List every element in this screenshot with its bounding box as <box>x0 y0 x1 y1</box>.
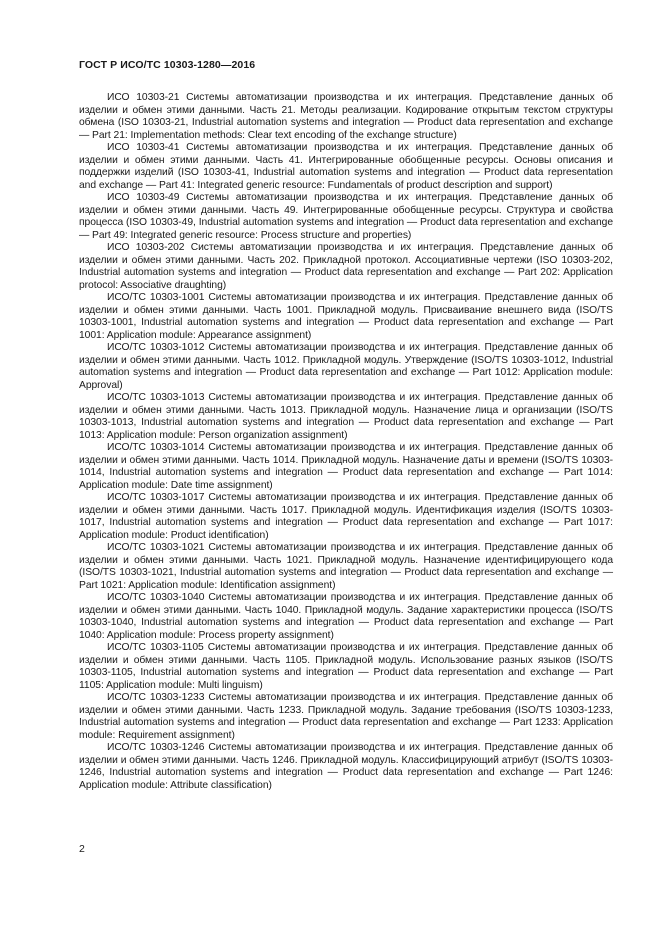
reference-iso-ts-10303-1012: ИСО/ТС 10303-1012 Системы автоматизации производства и их интеграция. Представление данных об изделии и обмен этими данными. Часть 1012. Прикладной модуль. Утверждение (ISO/TS 10303-1012, Industrial automation systems and integration — Product data representation and exchange — Part 1012: Application module: Approval) <box>79 342 613 391</box>
page-header-title: ГОСТ Р ИСО/ТС 10303-1280—2016 <box>79 59 256 71</box>
reference-iso-10303-202: ИСО 10303-202 Системы автоматизации производства и их интеграция. Представление данных об изделии и обмен этими данными. Часть 202. Прикладной протокол. Ассоциативные чертежи (ISO 10303-202, Industrial automation systems and integration — Product data representation and exchange — Part 202: Application protocol: Associative draughting) <box>79 242 613 291</box>
reference-iso-10303-49: ИСО 10303-49 Системы автоматизации производства и их интеграция. Представление данных об изделии и обмен этими данными. Часть 49. Интегрированные обобщенные ресурсы. Структура и свойства процесса (ISO 10303-49, Industrial automation systems and integration — Product data representation and exchange — Part 49: Integrated generic resource: Process structure and properties) <box>79 192 613 241</box>
page-number: 2 <box>79 843 85 855</box>
reference-iso-ts-10303-1014: ИСО/ТС 10303-1014 Системы автоматизации производства и их интеграция. Представление данных об изделии и обмен этими данными. Часть 1014. Прикладной модуль. Назначение даты и времени (ISO/TS 10303-1014, Industrial automation systems and integration — Product data representation and exchange — Part 1014: Application module: Date time assignment) <box>79 442 613 491</box>
reference-iso-ts-10303-1001: ИСО/ТС 10303-1001 Системы автоматизации производства и их интеграция. Представление данных об изделии и обмен этими данными. Часть 1001. Прикладной модуль. Присваивание внешнего вида (ISO/TS 10303-1001, Industrial automation systems and integration — Product data representation and exchange — Part 1001: Application module: Appearance assignment) <box>79 292 613 341</box>
reference-iso-ts-10303-1040: ИСО/ТС 10303-1040 Системы автоматизации производства и их интеграция. Представление данных об изделии и обмен этими данными. Часть 1040. Прикладной модуль. Задание характеристики процесса (ISO/TS 10303-1040, Industrial automation systems and integration — Product data representation and exchange — Part 1040: Application module: Process property assignment) <box>79 592 613 641</box>
reference-iso-ts-10303-1017: ИСО/ТС 10303-1017 Системы автоматизации производства и их интеграция. Представление данных об изделии и обмен этими данными. Часть 1017. Прикладной модуль. Идентификация изделия (ISO/TS 10303-1017, Industrial automation systems and integration — Product data representation and exchange — Part 1017: Application module: Product identification) <box>79 492 613 541</box>
reference-iso-ts-10303-1246: ИСО/ТС 10303-1246 Системы автоматизации производства и их интеграция. Представление данных об изделии и обмен этими данными. Часть 1246. Прикладной модуль. Классифицирующий атрибут (ISO/TS 10303-1246, Industrial automation systems and integration — Product data representation and exchange — Part 1246: Application module: Attribute classification) <box>79 742 613 791</box>
reference-iso-ts-10303-1013: ИСО/ТС 10303-1013 Системы автоматизации производства и их интеграция. Представление данных об изделии и обмен этими данными. Часть 1013. Прикладной модуль. Назначение лица и организации (ISO/TS 10303-1013, Industrial automation systems and integration — Product data representation and exchange — Part 1013: Application module: Person organization assignment) <box>79 392 613 441</box>
reference-iso-ts-10303-1021: ИСО/ТС 10303-1021 Системы автоматизации производства и их интеграция. Представление данных об изделии и обмен этими данными. Часть 1021. Прикладной модуль. Назначение идентифицирующего кода (ISO/TS 10303-1021, Industrial automation systems and integration — Product data representation and exchange — Part 1021: Application module: Identification assignment) <box>79 542 613 591</box>
reference-iso-10303-41: ИСО 10303-41 Системы автоматизации производства и их интеграция. Представление данных об изделии и обмен этими данными. Часть 41. Интегрированные обобщенные ресурсы. Основы описания и поддержки изделий (ISO 10303-41, Industrial automation systems and integration — Product data representation and exchange — Part 41: Integrated generic resource: Fundamentals of product description and support) <box>79 142 613 191</box>
reference-iso-10303-21: ИСО 10303-21 Системы автоматизации производства и их интеграция. Представление данных об изделии и обмен этими данными. Часть 21. Методы реализации. Кодирование открытым текстом структуры обмена (ISO 10303-21, Industrial automation systems and integration — Product data representation and exchange — Part 21: Implementation methods: Clear text encoding of the exchange structure) <box>79 92 613 141</box>
reference-iso-ts-10303-1105: ИСО/ТС 10303-1105 Системы автоматизации производства и их интеграция. Представление данных об изделии и обмен этими данными. Часть 1105. Прикладной модуль. Использование разных языков (ISO/TS 10303-1105, Industrial automation systems and integration — Product data representation and exchange — Part 1105: Application module: Multi linguism) <box>79 642 613 691</box>
normative-references <box>79 92 613 792</box>
reference-iso-ts-10303-1233: ИСО/ТС 10303-1233 Системы автоматизации производства и их интеграция. Представление данных об изделии и обмен этими данными. Часть 1233. Прикладной модуль. Задание требования (ISO/TS 10303-1233, Industrial automation systems and integration — Product data representation and exchange — Part 1233: Application module: Requirement assignment) <box>79 692 613 741</box>
